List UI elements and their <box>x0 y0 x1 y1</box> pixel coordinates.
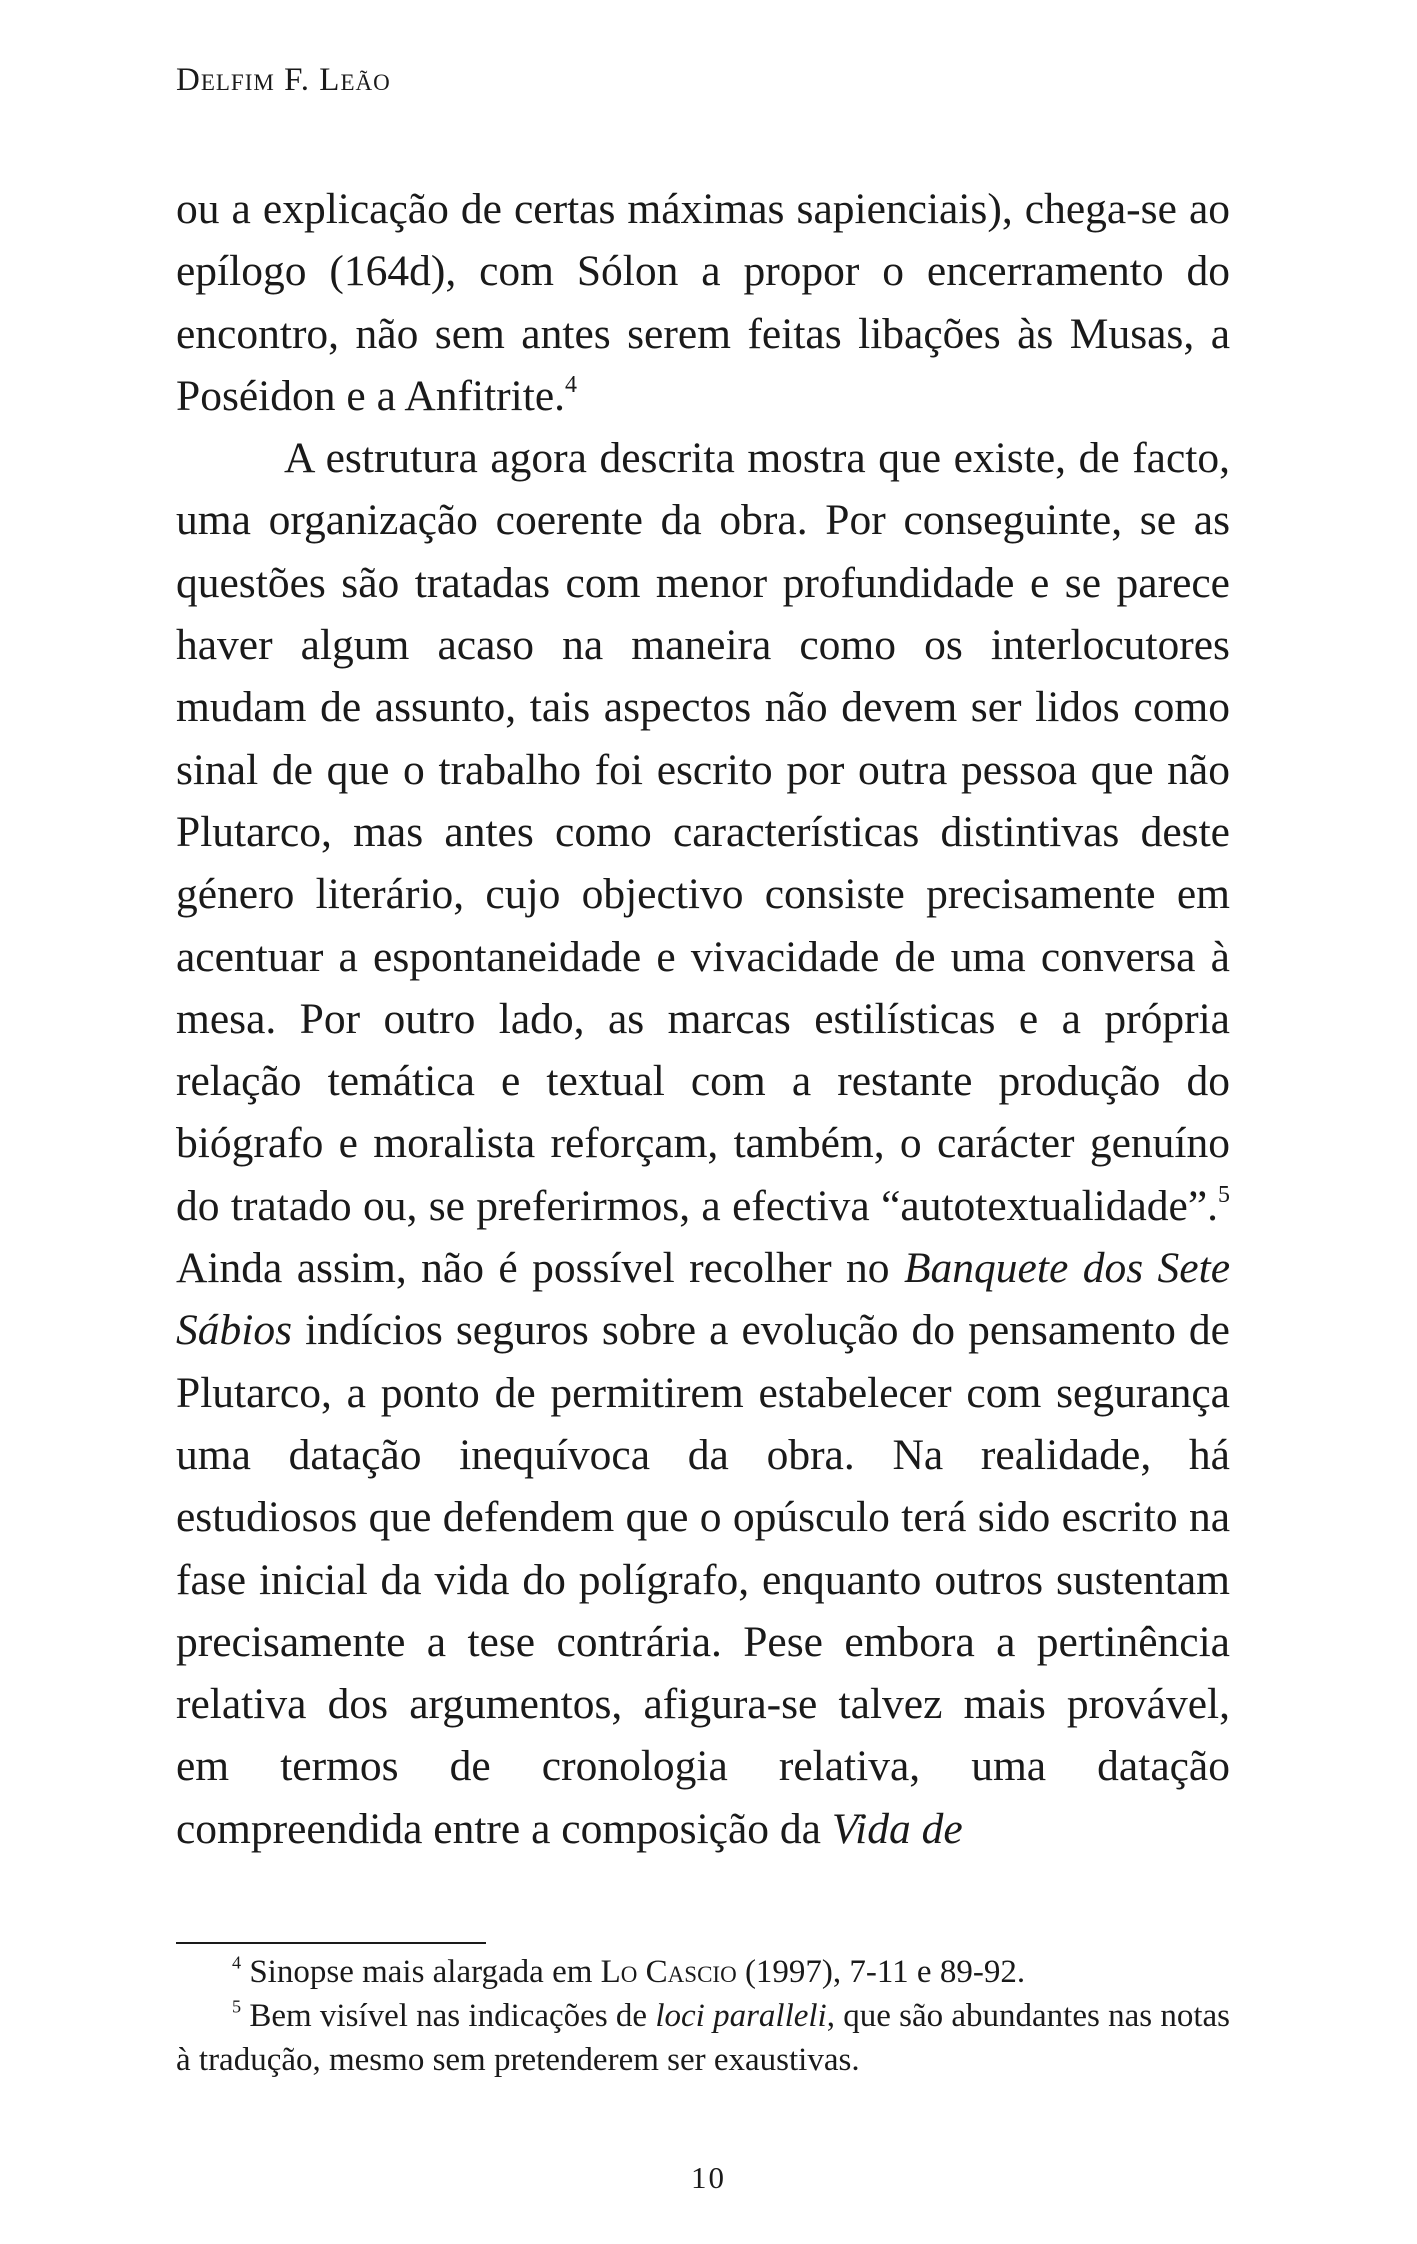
work-title-banquete: Banquete dos Sete Sábios <box>176 1244 1230 1355</box>
footnote-text: (1997), 7-11 e 89-92. <box>736 1954 1026 1990</box>
paragraph-1 <box>176 178 1230 427</box>
paragraph-2-text-b: Ainda assim, não é possível recolher no <box>176 1244 904 1293</box>
footnote-text: Bem visível nas indicações de <box>241 1998 656 2034</box>
footnote-text: Sinopse mais alargada em <box>241 1954 601 1990</box>
footnotes <box>176 1950 1230 2082</box>
page-number: 10 <box>691 2160 726 2195</box>
footnote-divider <box>176 1942 486 1944</box>
paragraph-2-text-a: A estrutura agora descrita mostra que existe, de facto, uma organização coerente da obra. Por conseguinte, se as questões são tratadas com menor profundidade e se parece haver algum acaso na maneira como os interlocutores mudam de assunto, tais aspectos não devem ser lidos como sinal de que o trabalho foi escrito por outra pessoa que não Plutarco, mas antes como características distintivas deste género literário, cujo objectivo consiste precisamente em acentuar a espontaneidade e vivacidade de uma conversa à mesa. Por outro lado, as marcas estilísticas e a própria relação temática e textual com a restante produção do biógrafo e moralista reforçam, também, o carácter genuíno do tratado ou, se preferirmos, a efectiva “autotextualidade”. <box>176 434 1230 1230</box>
footnote-number: 4 <box>232 1952 242 1973</box>
running-head: Delfim F. Leão <box>176 62 391 98</box>
footnote-italic: loci paralleli <box>655 1998 827 2034</box>
footnote-ref-4: 4 <box>565 371 577 398</box>
paragraph-1-text: ou a explicação de certas máximas sapienciais), chega-se ao epílogo (164d), com Sólon a propor o encerramento do encontro, não sem antes serem feitas libações às Musas, a Poséidon e a Anfitrite. <box>176 185 1230 420</box>
footnote-ref-5: 5 <box>1218 1181 1230 1208</box>
work-title-vida: Vida de <box>831 1804 963 1853</box>
paragraph-2-text-c: indícios seguros sobre a evolução do pensamento de Plutarco, a ponto de permitirem estabelecer com segurança uma datação inequívoca da obra. Na realidade, há estudiosos que defendem que o opúsculo terá sido escrito na fase inicial da vida do polígrafo, enquanto outros sustentam precisamente a tese contrária. Pese embora a pertinência relativa dos argumentos, afigura-se talvez mais provável, em termos de cronologia relativa, uma datação compreendida entre a composição da <box>176 1306 1230 1853</box>
footnote-4 <box>176 1950 1230 1994</box>
paragraph-2 <box>176 427 1230 1860</box>
footnote-text: , que são abundantes nas notas à tradução, mesmo sem pretenderem ser exaustivas. <box>176 1998 1230 2078</box>
main-text <box>176 178 1230 1860</box>
footnote-number: 5 <box>232 1996 242 2017</box>
footnote-author: Lo Cascio <box>600 1954 737 1990</box>
footnote-5 <box>176 1994 1230 2082</box>
